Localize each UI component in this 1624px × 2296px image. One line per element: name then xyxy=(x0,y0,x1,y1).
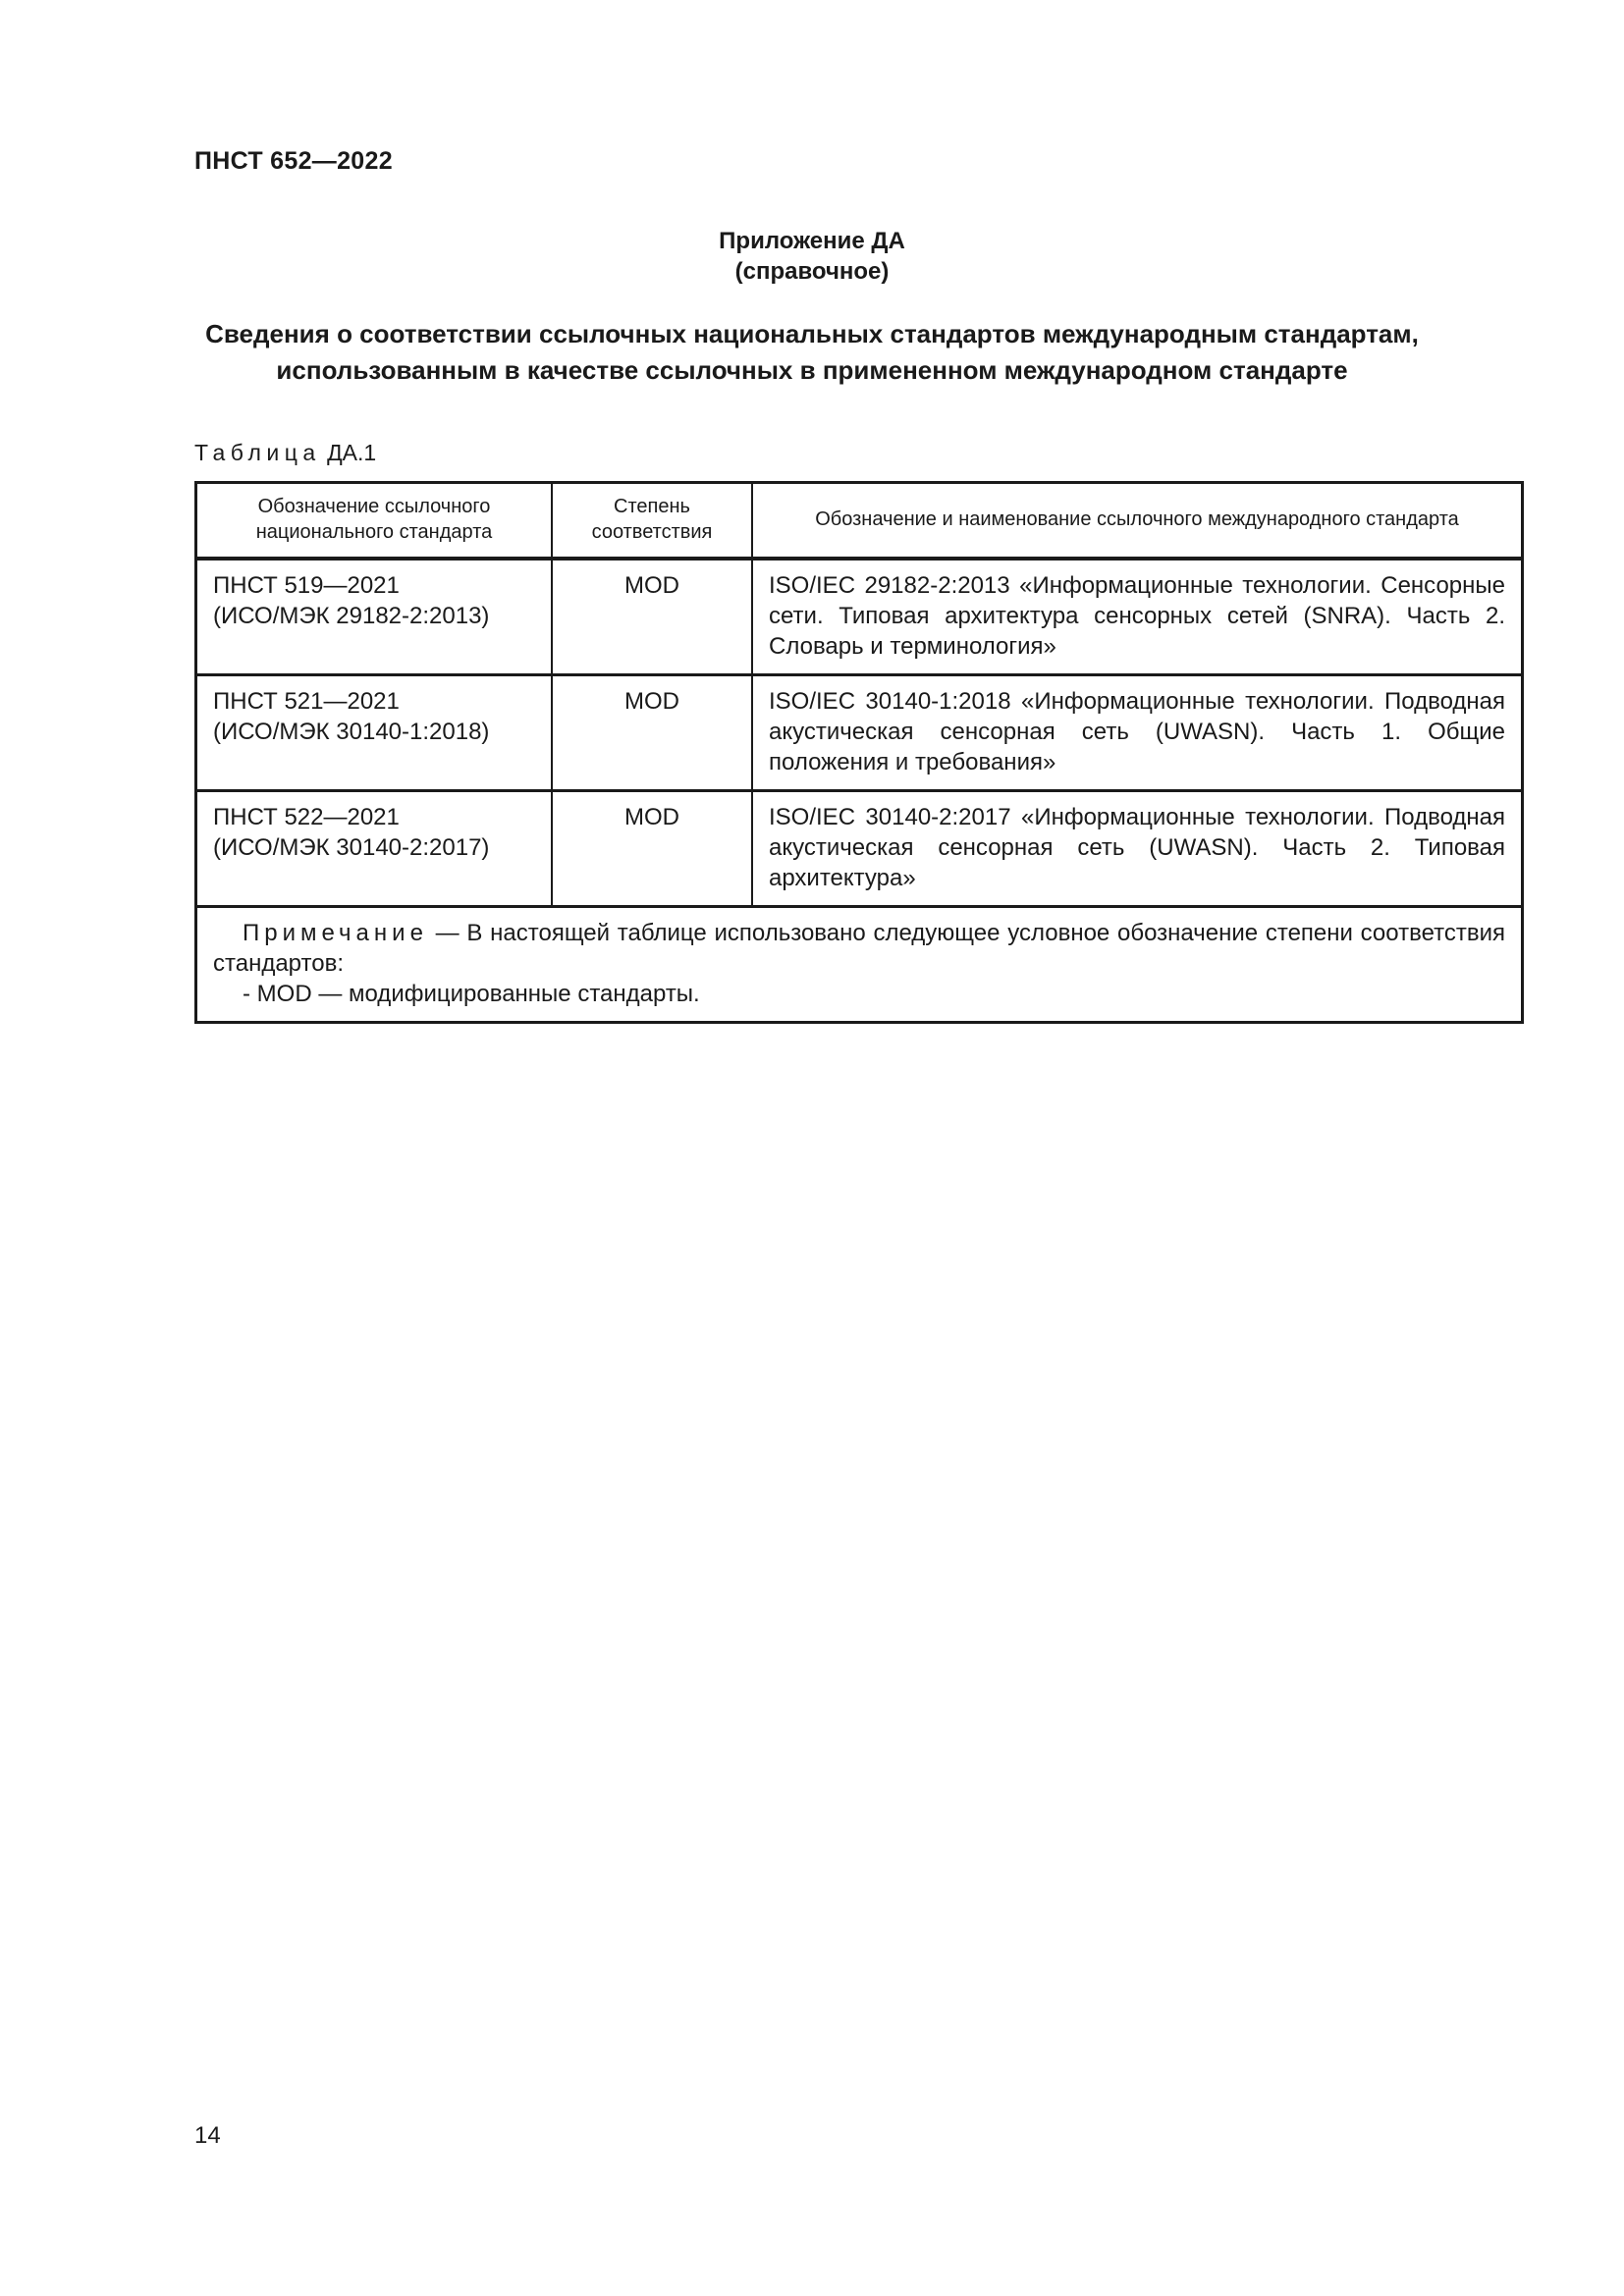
national-standard-code: ПНСТ 521—2021 xyxy=(213,688,400,715)
note-list-item: - MOD — модифицированные стандарты. xyxy=(243,981,700,1007)
national-standard-iso-ref: (ИСО/МЭК 30140-1:2018) xyxy=(213,719,490,745)
table-caption xyxy=(194,440,376,466)
appendix-subtitle: (справочное) xyxy=(734,258,890,285)
column-header-degree: Степень соответствия xyxy=(552,483,752,560)
table-caption-number: ДА.1 xyxy=(327,440,377,465)
column-header-national: Обозначение ссылочного национального стандарта xyxy=(196,483,553,560)
section-title-line-2: использованным в качестве ссылочных в примененном международном стандарте xyxy=(276,355,1348,385)
table-row xyxy=(196,791,1523,907)
national-standard-iso-ref: (ИСО/МЭК 29182-2:2013) xyxy=(213,603,490,629)
international-standard-cell: ISO/IEC 29182-2:2013 «Информационные технологии. Сенсорные сети. Типовая архитектура сенсорных сетей (SNRA). Часть 2. Словарь и терминология» xyxy=(752,559,1523,675)
degree-cell: MOD xyxy=(552,675,752,791)
note-text: — В настоящей таблице использовано следующее условное обозначение степени соответствия стандартов: xyxy=(213,920,1505,977)
table-caption-label: Таблица xyxy=(194,440,321,465)
national-standard-code: ПНСТ 522—2021 xyxy=(213,804,400,830)
national-standard-cell xyxy=(196,791,553,907)
column-header-international: Обозначение и наименование ссылочного международного стандарта xyxy=(752,483,1523,560)
national-standard-cell xyxy=(196,675,553,791)
table-note-row xyxy=(196,907,1523,1023)
degree-cell: MOD xyxy=(552,791,752,907)
section-title xyxy=(147,316,1477,389)
appendix-title: Приложение ДА xyxy=(719,228,905,254)
national-standard-cell xyxy=(196,559,553,675)
table-row xyxy=(196,559,1523,675)
reference-table xyxy=(194,481,1524,1024)
national-standard-code: ПНСТ 519—2021 xyxy=(213,572,400,599)
table-row xyxy=(196,675,1523,791)
table-header-row xyxy=(196,483,1523,560)
document-code: ПНСТ 652—2022 xyxy=(194,147,393,175)
national-standard-iso-ref: (ИСО/МЭК 30140-2:2017) xyxy=(213,834,490,861)
degree-cell: MOD xyxy=(552,559,752,675)
note-label: Примечание xyxy=(243,920,428,946)
section-title-line-1: Сведения о соответствии ссылочных национальных стандартов международным стандартам, xyxy=(205,319,1419,348)
international-standard-cell: ISO/IEC 30140-2:2017 «Информационные технологии. Подводная акустическая сенсорная сеть (UWASN). Часть 2. Типовая архитектура» xyxy=(752,791,1523,907)
table-note xyxy=(196,907,1523,1023)
page-number: 14 xyxy=(194,2122,221,2149)
appendix-heading xyxy=(0,226,1624,287)
international-standard-cell: ISO/IEC 30140-1:2018 «Информационные технологии. Подводная акустическая сенсорная сеть (UWASN). Часть 1. Общие положения и требования» xyxy=(752,675,1523,791)
